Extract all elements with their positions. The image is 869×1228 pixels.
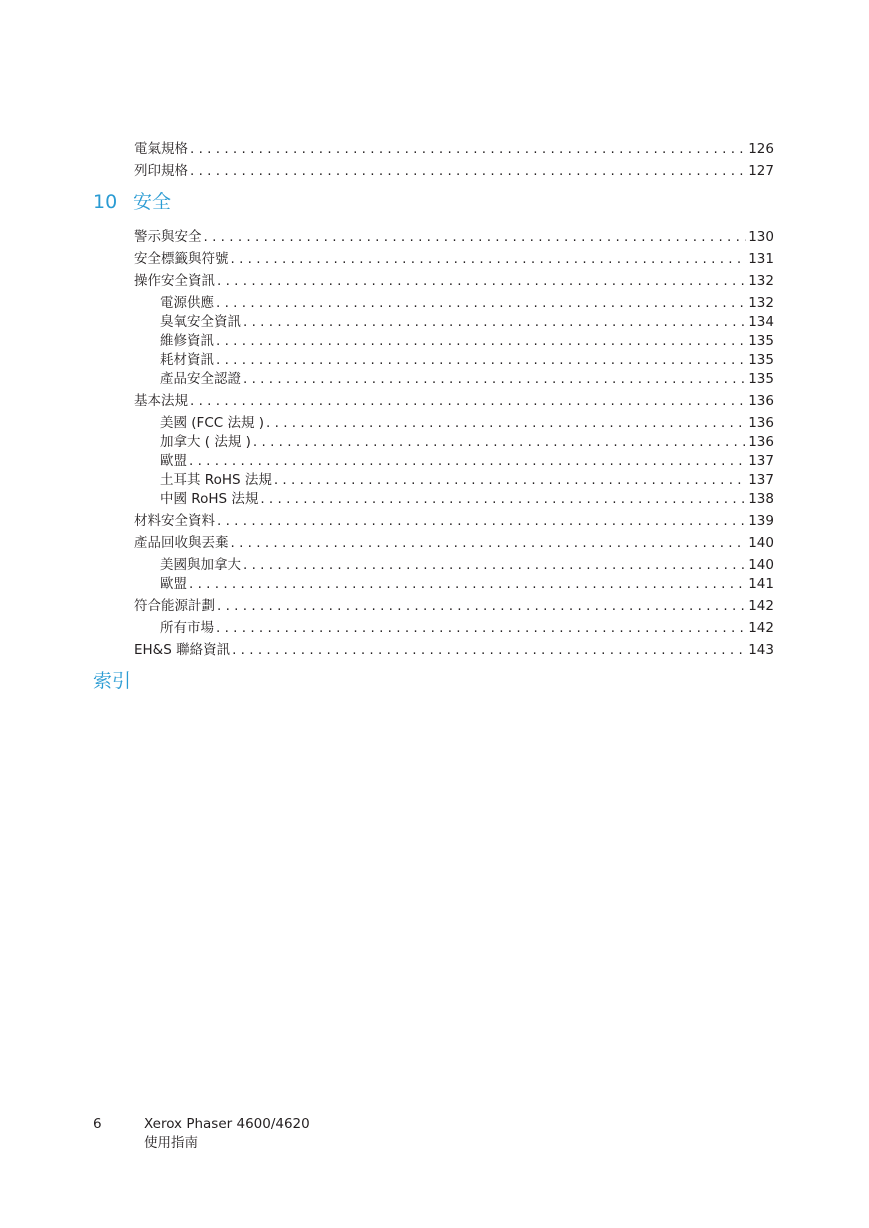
dot-leader: [189, 452, 746, 470]
dot-leader: [243, 370, 746, 388]
dot-leader: [190, 162, 746, 180]
toc-entry-title: 耗材資訊: [160, 352, 214, 368]
toc-entry-page: 140: [748, 557, 774, 573]
toc-entry-page: 132: [748, 273, 774, 289]
toc-entry-title: 所有市場: [160, 620, 214, 636]
toc-entry-page: 131: [748, 251, 774, 267]
dot-leader: [204, 228, 747, 246]
dot-leader: [253, 433, 746, 451]
toc-entry-page: 126: [748, 141, 774, 157]
toc-entry[interactable]: [134, 392, 774, 410]
toc-entry[interactable]: [134, 228, 774, 246]
toc-entry-page: 135: [748, 371, 774, 387]
dot-leader: [190, 392, 746, 410]
toc-subentry[interactable]: [160, 556, 774, 574]
footer-guide-title: 使用指南: [144, 1135, 198, 1151]
toc-entry-title: 歐盟: [160, 453, 187, 469]
footer-product-name: Xerox Phaser 4600/4620: [144, 1116, 310, 1132]
toc-entry[interactable]: [134, 534, 774, 552]
toc-entry-title: 美國與加拿大: [160, 557, 241, 573]
toc-subentry[interactable]: [160, 414, 774, 432]
toc-subentry[interactable]: [160, 370, 774, 388]
toc-entry-page: 137: [748, 472, 774, 488]
toc-subentry[interactable]: [160, 619, 774, 637]
dot-leader: [216, 351, 746, 369]
toc-entry-page: 134: [748, 314, 774, 330]
dot-leader: [216, 619, 746, 637]
toc-entry-page: 136: [748, 415, 774, 431]
dot-leader: [266, 414, 746, 432]
toc-entry-title: 列印規格: [134, 163, 188, 179]
toc-entry-page: 135: [748, 352, 774, 368]
toc-entry[interactable]: [134, 250, 774, 268]
toc-subentry[interactable]: [160, 575, 774, 593]
toc-entry[interactable]: [134, 512, 774, 530]
toc-entry[interactable]: [134, 272, 774, 290]
toc-entry-page: 142: [748, 598, 774, 614]
toc-entry-page: 138: [748, 491, 774, 507]
toc-entry-title: 材料安全資料: [134, 513, 215, 529]
toc-entry-page: 132: [748, 295, 774, 311]
dot-leader: [189, 575, 746, 593]
toc-entry-title: 符合能源計劃: [134, 598, 215, 614]
toc-entry-page: 141: [748, 576, 774, 592]
toc-entry-page: 142: [748, 620, 774, 636]
toc-entry-title: 加拿大 ( 法規 ): [160, 434, 251, 450]
dot-leader: [231, 250, 747, 268]
toc-entry-title: 電源供應: [160, 295, 214, 311]
toc-entry[interactable]: [134, 641, 774, 659]
toc-entry-title: 基本法規: [134, 393, 188, 409]
toc-entry-title: 美國 (FCC 法規 ): [160, 415, 265, 431]
footer-page-number: 6: [93, 1116, 102, 1132]
toc-entry-title: 土耳其 RoHS 法規: [160, 472, 272, 488]
toc-entry-title: 產品安全認證: [160, 371, 241, 387]
toc-entry[interactable]: [134, 597, 774, 615]
toc-subentry[interactable]: [160, 490, 774, 508]
toc-subentry[interactable]: [160, 351, 774, 369]
toc-entry-page: 127: [748, 163, 774, 179]
toc-entry-page: 143: [748, 642, 774, 658]
dot-leader: [217, 512, 746, 530]
dot-leader: [217, 597, 746, 615]
toc-entry-title: 安全標籤與符號: [134, 251, 229, 267]
toc-entry-page: 130: [748, 229, 774, 245]
toc-entry-title: EH&S 聯絡資訊: [134, 642, 231, 658]
toc-entry-page: 137: [748, 453, 774, 469]
toc-subentry[interactable]: [160, 294, 774, 312]
toc-entry-title: 中國 RoHS 法規: [160, 491, 259, 507]
toc-entry-page: 135: [748, 333, 774, 349]
dot-leader: [274, 471, 746, 489]
toc-entry-page: 140: [748, 535, 774, 551]
toc-entry-title: 維修資訊: [160, 333, 214, 349]
dot-leader: [231, 534, 747, 552]
index-heading[interactable]: 索引: [93, 670, 132, 692]
toc-entry-page: 136: [748, 393, 774, 409]
chapter-heading[interactable]: [93, 190, 171, 214]
toc-subentry[interactable]: [160, 332, 774, 350]
toc-subentry[interactable]: [160, 471, 774, 489]
toc-entry-page: 136: [748, 434, 774, 450]
dot-leader: [217, 272, 746, 290]
dot-leader: [243, 313, 746, 331]
toc-entry-title: 警示與安全: [134, 229, 202, 245]
toc-entry-print-specs[interactable]: [134, 162, 774, 180]
toc-subentry[interactable]: [160, 313, 774, 331]
toc-entry-title: 臭氧安全資訊: [160, 314, 241, 330]
dot-leader: [232, 641, 746, 659]
toc-entry-page: 139: [748, 513, 774, 529]
dot-leader: [216, 294, 746, 312]
dot-leader: [190, 140, 746, 158]
chapter-number: 10: [93, 191, 118, 213]
toc-entry-electrical-specs[interactable]: [134, 140, 774, 158]
toc-entry-title: 電氣規格: [134, 141, 188, 157]
toc-subentry[interactable]: [160, 452, 774, 470]
toc-subentry[interactable]: [160, 433, 774, 451]
chapter-title: 安全: [133, 191, 172, 213]
dot-leader: [243, 556, 746, 574]
toc-entry-title: 產品回收與丟棄: [134, 535, 229, 551]
toc-entry-title: 歐盟: [160, 576, 187, 592]
dot-leader: [260, 490, 746, 508]
toc-entry-title: 操作安全資訊: [134, 273, 215, 289]
dot-leader: [216, 332, 746, 350]
